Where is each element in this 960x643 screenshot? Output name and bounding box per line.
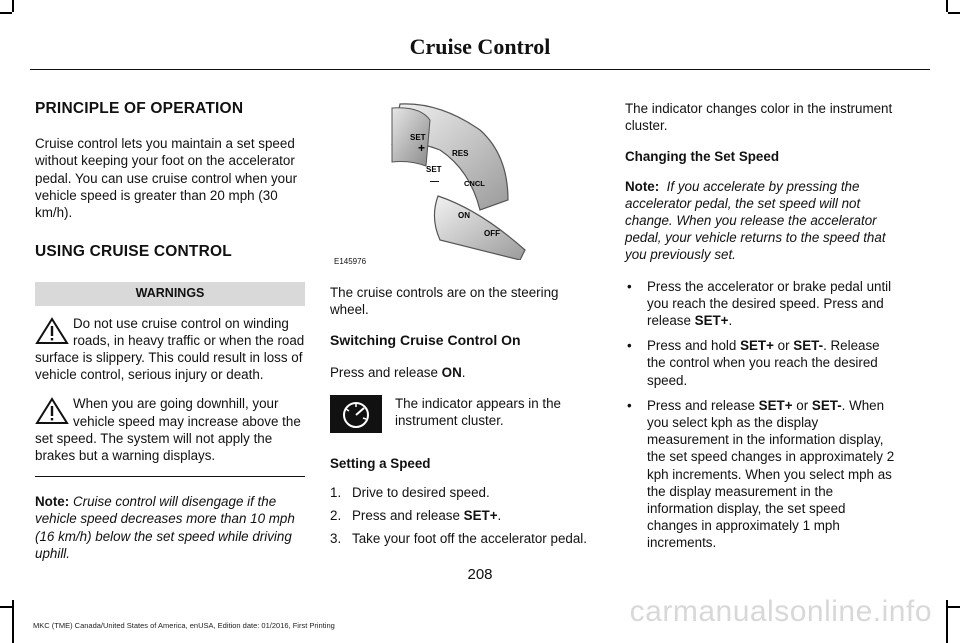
- on-label: ON: [458, 211, 470, 220]
- heading-using: USING CRUISE CONTROL: [35, 243, 232, 261]
- step-key: SET+: [463, 508, 498, 524]
- step-text: Press and release: [352, 508, 464, 524]
- crop-mark: [12, 0, 14, 12]
- note-text: If you accelerate by pressing the accelerator pedal, the set speed will not change. When you release the accelerator pedal, your vehicle returns to the speed that you previously set.: [625, 178, 886, 263]
- note-text: Cruise control will disengage if the vehicle speed decreases more than 10 mph (16 km/h) below the set speed while driving uphill.: [35, 494, 295, 561]
- crop-mark: [12, 600, 14, 643]
- step-number: 2.: [330, 508, 342, 524]
- off-label: OFF: [484, 229, 500, 238]
- warning-triangle-icon: [35, 317, 69, 345]
- steering-wheel-buttons-icon: [330, 100, 526, 260]
- crop-mark: [948, 12, 960, 14]
- para-indicator-color: The indicator changes color in the instrument cluster.: [625, 101, 893, 134]
- heading-setting-speed: Setting a Speed: [330, 455, 431, 471]
- figure-code: E145976: [334, 256, 367, 266]
- set-plus-label: SET: [410, 133, 426, 142]
- res-label: RES: [452, 149, 469, 158]
- indicator-row: [330, 395, 600, 439]
- on-key: ON: [441, 364, 462, 380]
- list-item: [625, 278, 897, 330]
- bullet-icon: •: [627, 397, 632, 413]
- list-item: [625, 397, 897, 552]
- list-item: [330, 530, 600, 547]
- warning-block: [35, 315, 305, 384]
- cruise-controls-illustration: [330, 100, 526, 270]
- bullet-key: SET-: [793, 338, 824, 354]
- warning-text: Do not use cruise control on winding roads, in heavy traffic or when the road surface is slippery. This could result in loss of vehicle control, serious injury or death.: [35, 315, 305, 383]
- heading-changing-speed: Changing the Set Speed: [625, 149, 780, 165]
- bullet-text: Press the accelerator or brake pedal until you reach the desired speed. Press and release: [647, 278, 892, 329]
- note: [625, 178, 897, 264]
- list-item: [330, 507, 600, 524]
- header-rule: [30, 69, 930, 70]
- steps-list: [330, 484, 600, 548]
- edition-footer: MKC (TME) Canada/United States of America, enUSA, Edition date: 01/2016, First Printing: [33, 621, 335, 630]
- list-item: [625, 337, 897, 389]
- column-left: [35, 100, 305, 576]
- bullet-text: or: [792, 397, 812, 413]
- step-text: Take your foot off the accelerator pedal.: [352, 531, 587, 547]
- column-middle: [330, 100, 600, 554]
- step-suffix: .: [497, 508, 502, 524]
- bullet-text: . When you select kph as the display measurement in the information display, the set speed changes in approximately 2 kph increments. When you select mph as the display measurement in the information display, the set speed changes in approximately 1 mph increments.: [647, 397, 895, 551]
- indicator-text: The indicator appears in the instrument cluster.: [395, 395, 561, 429]
- crop-mark: [0, 606, 12, 608]
- para-controls: The cruise controls are on the steering wheel.: [330, 285, 559, 318]
- bullet-icon: •: [627, 338, 632, 354]
- crop-mark: [948, 606, 960, 608]
- crop-mark: [0, 12, 12, 14]
- step-number: 1.: [330, 485, 342, 501]
- step-text: Drive to desired speed.: [352, 485, 490, 501]
- bullet-key: SET+: [758, 397, 793, 413]
- bullet-list: [625, 278, 897, 552]
- bullet-text: .: [728, 313, 733, 329]
- bullet-text: Press and hold: [647, 338, 741, 354]
- bullet-icon: •: [627, 278, 632, 294]
- bullet-key: SET-: [811, 397, 842, 413]
- list-item: [330, 484, 600, 501]
- heading-switch-on: Switching Cruise Control On: [330, 332, 521, 349]
- heading-principle: PRINCIPLE OF OPERATION: [35, 100, 244, 117]
- bullet-key: SET+: [740, 338, 774, 354]
- warning-text: When you are going downhill, your vehicle speed may increase above the set speed. The system will not apply the brakes but a warning displays.: [35, 396, 301, 464]
- page-number: 208: [467, 566, 493, 583]
- para-principle: Cruise control lets you maintain a set speed without keeping your foot on the accelerator pedal. You can use cruise control when your vehicle speed is greater than 20 mph (30 km/h).: [35, 136, 298, 221]
- bullet-text: . Release the control when you reach the desired speed.: [647, 338, 880, 388]
- warning-rule: [35, 476, 305, 477]
- crop-mark: [946, 0, 948, 12]
- press-release-prefix: Press and release: [330, 364, 438, 380]
- warning-block: [35, 395, 305, 464]
- watermark: carmanualsonline.info: [629, 595, 932, 628]
- plus-label: +: [418, 141, 426, 155]
- cncl-label: CNCL: [464, 179, 485, 188]
- note: [35, 493, 305, 562]
- bullet-key: SET+: [694, 313, 729, 329]
- warnings-header: WARNINGS: [35, 282, 305, 305]
- step-number: 3.: [330, 531, 342, 547]
- note-label: Note:: [625, 178, 660, 194]
- bullet-text: or: [773, 338, 794, 354]
- note-label: Note:: [35, 494, 70, 510]
- page-title: Cruise Control: [409, 34, 551, 59]
- cruise-indicator-icon: [330, 395, 382, 433]
- bullet-text: Press and release: [647, 397, 759, 413]
- press-release-suffix: .: [461, 364, 466, 380]
- press-release-on: [330, 364, 600, 381]
- column-right: [625, 100, 897, 560]
- warning-triangle-icon: [35, 397, 69, 425]
- minus-label: —: [430, 176, 439, 186]
- set-minus-label: SET: [426, 165, 442, 174]
